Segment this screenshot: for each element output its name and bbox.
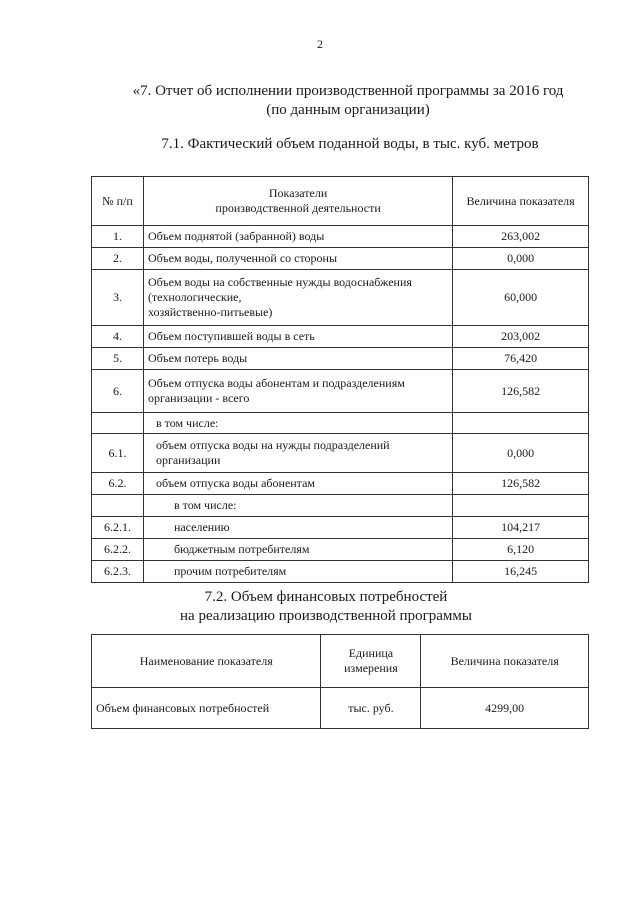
header-value: Величина показателя xyxy=(421,635,589,688)
table-header-row xyxy=(92,177,589,226)
row-number: 3. xyxy=(92,270,144,326)
financial-needs-table xyxy=(91,634,589,729)
row-indicator: Объем поступившей воды в сеть xyxy=(143,326,452,348)
table-row xyxy=(92,248,589,270)
table-row xyxy=(92,348,589,370)
row-value: 60,000 xyxy=(453,270,589,326)
row-indicator: объем отпуска воды абонентам xyxy=(143,473,452,495)
section-7-2-line1: 7.2. Объем финансовых потребностей xyxy=(204,589,448,605)
row-number: 4. xyxy=(92,326,144,348)
row-number: 5. xyxy=(92,348,144,370)
header-indicators: Показатели производственной деятельности xyxy=(143,177,452,226)
row-indicator: Объем воды на собственные нужды водоснабжения (технологические, хозяйственно-питьевые) xyxy=(143,270,452,326)
table-row xyxy=(92,226,589,248)
table-row xyxy=(92,326,589,348)
table-row xyxy=(92,473,589,495)
row-number: 1. xyxy=(92,226,144,248)
table-row xyxy=(92,561,589,583)
report-title-line1: «7. Отчет об исполнении производственной программы за 2016 год xyxy=(132,83,564,99)
row-indicator: Объем поднятой (забранной) воды xyxy=(143,226,452,248)
report-title-line2: (по данным организации) xyxy=(266,102,430,118)
page-number: 2 xyxy=(317,37,323,51)
header-indicator-name: Наименование показателя xyxy=(92,635,321,688)
row-value: 0,000 xyxy=(453,434,589,473)
row-indicator: в том числе: xyxy=(143,495,452,517)
row-number: 6.2. xyxy=(92,473,144,495)
row-indicator: Объем воды, полученной со стороны xyxy=(143,248,452,270)
table-row xyxy=(92,688,589,729)
row-number: 6. xyxy=(92,370,144,413)
row-indicator: населению xyxy=(143,517,452,539)
row-value: 203,002 xyxy=(453,326,589,348)
table-row xyxy=(92,517,589,539)
row-value: 104,217 xyxy=(453,517,589,539)
table-row xyxy=(92,495,589,517)
row-value: 16,245 xyxy=(453,561,589,583)
row-value: 126,582 xyxy=(453,370,589,413)
table-row xyxy=(92,434,589,473)
row-value xyxy=(453,495,589,517)
row-unit: тыс. руб. xyxy=(321,688,421,729)
section-7-2-line2: на реализацию производственной программы xyxy=(180,608,472,624)
row-indicator-name: Объем финансовых потребностей xyxy=(92,688,321,729)
section-7-1-title: 7.1. Фактический объем поданной воды, в тыс. куб. метров xyxy=(161,136,539,152)
header-unit: Единица измерения xyxy=(321,635,421,688)
row-number: 6.1. xyxy=(92,434,144,473)
water-volume-table xyxy=(91,176,589,583)
row-value: 263,002 xyxy=(453,226,589,248)
table-row xyxy=(92,270,589,326)
row-number: 6.2.1. xyxy=(92,517,144,539)
row-indicator: объем отпуска воды на нужды подразделений организации xyxy=(143,434,452,473)
row-number xyxy=(92,495,144,517)
table-row xyxy=(92,413,589,434)
row-number: 6.2.2. xyxy=(92,539,144,561)
row-value: 76,420 xyxy=(453,348,589,370)
row-indicator: бюджетным потребителям xyxy=(143,539,452,561)
row-number: 6.2.3. xyxy=(92,561,144,583)
row-value: 126,582 xyxy=(453,473,589,495)
table-row xyxy=(92,539,589,561)
row-value: 6,120 xyxy=(453,539,589,561)
table-header-row xyxy=(92,635,589,688)
row-value: 4299,00 xyxy=(421,688,589,729)
table-row xyxy=(92,370,589,413)
header-value: Величина показателя xyxy=(453,177,589,226)
row-indicator: Объем отпуска воды абонентам и подразделениям организации - всего xyxy=(143,370,452,413)
section-7-2-title xyxy=(6,588,640,626)
row-number xyxy=(92,413,144,434)
row-indicator: прочим потребителям xyxy=(143,561,452,583)
row-number: 2. xyxy=(92,248,144,270)
row-indicator: Объем потерь воды xyxy=(143,348,452,370)
report-title xyxy=(28,82,640,120)
row-indicator: в том числе: xyxy=(143,413,452,434)
header-number: № п/п xyxy=(92,177,144,226)
row-value xyxy=(453,413,589,434)
row-value: 0,000 xyxy=(453,248,589,270)
